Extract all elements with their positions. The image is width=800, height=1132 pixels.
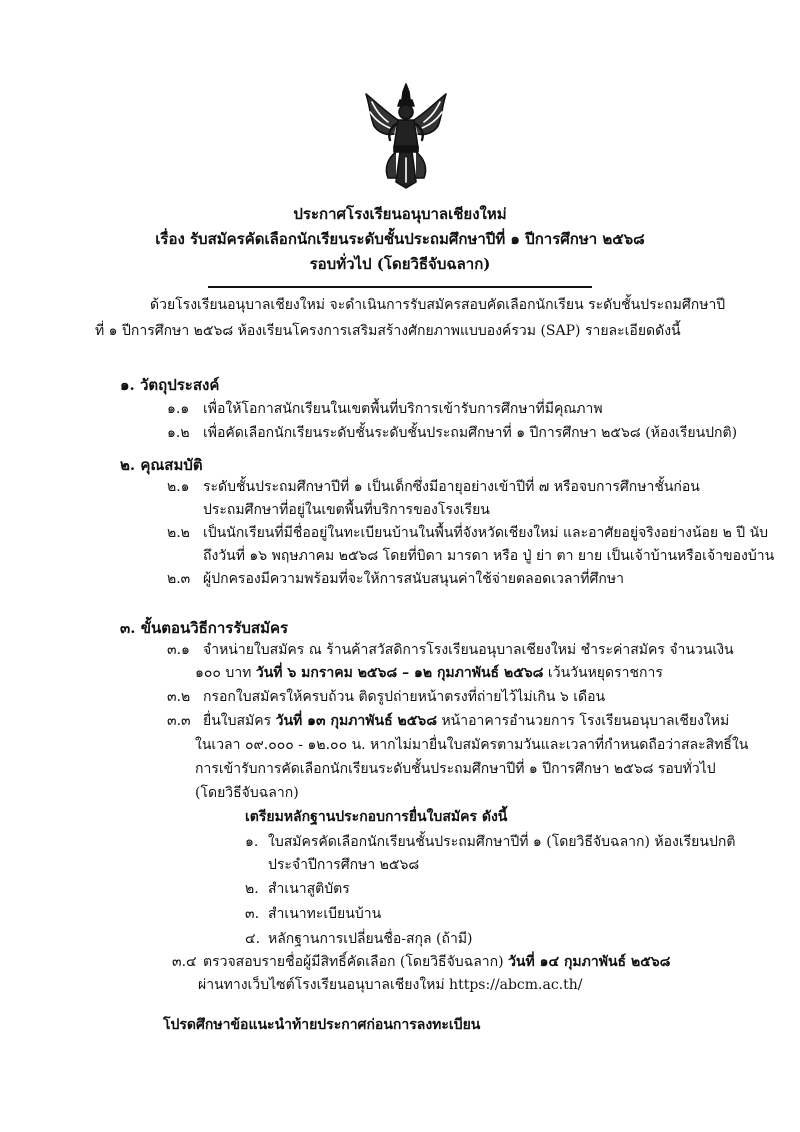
school-website-text[interactable]: ผ่านทางเว็บไซต์โรงเรียนอนุบาลเชียงใหม่ https://abcm.ac.th/ <box>198 977 583 993</box>
section-3-item-3-line-1 <box>203 712 729 730</box>
section-2-item-2-line-2: ถึงวันที่ ๑๖ พฤษภาคม ๒๕๖๘ โดยที่บิดา มารดา หรือ ปู่ ย่า ตา ยาย เป็นเจ้าบ้านหรือเจ้าของบ้าน <box>203 548 775 564</box>
section-3-item-1-line-2 <box>195 664 663 682</box>
document-4-text: หลักฐานการเปลี่ยนชื่อ-สกุล (ถ้ามี) <box>268 931 473 947</box>
section-2-item-3-text: ผู้ปกครองมีความพร้อมที่จะให้การสนับสนุนค่าใช้จ่ายตลอดเวลาที่ศึกษา <box>203 571 624 587</box>
intro-line-1: ด้วยโรงเรียนอนุบาลเชียงใหม่ จะดำเนินการรับสมัครสอบคัดเลือกนักเรียน ระดับชั้นประถมศึกษาปี <box>150 297 726 313</box>
section-3-item-1-line-1: จำหน่ายใบสมัคร ณ ร้านค้าสวัสดิการโรงเรียนอนุบาลเชียงใหม่ ชำระค่าสมัคร จำนวนเงิน <box>203 642 734 658</box>
section-1-item-1-text: เพื่อให้โอกาสนักเรียนในเขตพื้นที่บริการเข้ารับการศึกษาที่มีคุณภาพ <box>203 401 603 417</box>
submit-label: ยื่นใบสมัคร <box>203 713 276 729</box>
document-2-num: ๒. <box>245 881 259 897</box>
section-2-item-1-num: ๒.๑ <box>167 479 190 495</box>
section-2-heading: ๒. คุณสมบัติ <box>120 456 203 474</box>
document-4-num: ๔. <box>245 931 261 947</box>
documents-heading: เตรียมหลักฐานประกอบการยื่นใบสมัคร ดังนี้ <box>245 809 508 825</box>
section-2-item-3-num: ๒.๓ <box>167 571 191 587</box>
section-3-item-3-line-2: ในเวลา ๐๙.๐๐๐ - ๑๒.๐๐ น. หากไม่มายื่นใบสมัครตามวันและเวลาที่กำหนดถือว่าสละสิทธิ์ใน <box>195 737 749 753</box>
announcement-subject: เรื่อง รับสมัครคัดเลือกนักเรียนระดับชั้นประถมศึกษาปีที่ ๑ ปีการศึกษา ๒๕๖๘ <box>155 230 645 248</box>
section-2-item-2-num: ๒.๒ <box>167 525 190 541</box>
document-1-line-2: ประจำปีการศึกษา ๒๕๖๘ <box>268 857 420 873</box>
results-date: วันที่ ๑๔ กุมภาพันธ์ ๒๕๖๘ <box>508 954 671 970</box>
section-1-item-1-num: ๑.๑ <box>167 401 190 417</box>
section-3-item-1-num: ๓.๑ <box>167 642 190 658</box>
document-2-text: สำเนาสูติบัตร <box>268 881 350 897</box>
section-3-item-3-num: ๓.๓ <box>167 713 191 729</box>
document-3-text: สำเนาทะเบียนบ้าน <box>268 906 382 922</box>
document-3-num: ๓. <box>245 906 260 922</box>
submit-date: วันที่ ๑๓ กุมภาพันธ์ ๒๕๖๘ <box>275 713 437 729</box>
section-1-item-2-text: เพื่อคัดเลือกนักเรียนระดับชั้นระดับชั้นประถมศึกษาที่ ๑ ปีการศึกษา ๒๕๖๘ (ห้องเรียนปกติ) <box>203 425 738 441</box>
intro-line-2: ที่ ๑ ปีการศึกษา ๒๕๖๘ ห้องเรียนโครงการเสริมสร้างศักยภาพแบบองค์รวม (SAP) รายละเอียดดังนี้ <box>95 323 681 339</box>
fee-text: ๑๐๐ บาท <box>195 665 256 681</box>
document-1-num: ๑. <box>245 834 259 850</box>
section-2-item-1-line-1: ระดับชั้นประถมศึกษาปีที่ ๑ เป็นเด็กซึ่งมีอายุอย่างเข้าปีที่ ๗ หรือจบการศึกษาชั้นก่อน <box>203 479 700 495</box>
section-3-heading: ๓. ขั้นตอนวิธีการรับสมัคร <box>120 619 289 637</box>
document-1-line-1: ใบสมัครคัดเลือกนักเรียนชั้นประถมศึกษาปีที่ ๑ (โดยวิธีจับฉลาก) ห้องเรียนปกติ <box>268 834 736 850</box>
submit-location: หน้าอาคารอำนวยการ โรงเรียนอนุบาลเชียงใหม่ <box>437 713 730 729</box>
section-1-item-2-num: ๑.๒ <box>167 425 190 441</box>
section-3-item-2-num: ๓.๒ <box>167 689 191 705</box>
sale-period: วันที่ ๖ มกราคม ๒๕๖๘ – ๑๒ กุมภาพันธ์ ๒๕๖๘ <box>255 665 544 681</box>
section-2-item-1-line-2: ประถมศึกษาที่อยู่ในเขตพื้นที่บริการของโรงเรียน <box>203 502 490 518</box>
announcement-title: ประกาศโรงเรียนอนุบาลเชียงใหม่ <box>293 205 507 223</box>
section-1-heading: ๑. วัตถุประสงค์ <box>120 376 220 394</box>
footer-note: โปรดศึกษาข้อแนะนำท้ายประกาศก่อนการลงทะเบียน <box>163 1017 481 1033</box>
section-3-item-3-line-4: (โดยวิธีจับฉลาก) <box>195 785 299 801</box>
section-3-item-4-num: ๓.๔ <box>172 954 197 970</box>
check-results-label: ตรวจสอบรายชื่อผู้มีสิทธิ์คัดเลือก (โดยวิธีจับฉลาก) <box>203 954 509 970</box>
section-3-item-4-line-1 <box>203 953 670 971</box>
garuda-emblem-icon <box>360 82 452 190</box>
announcement-round: รอบทั่วไป (โดยวิธีจับฉลาก) <box>309 255 491 273</box>
section-3-item-3-line-3: การเข้ารับการคัดเลือกนักเรียนระดับชั้นประถมศึกษาปีที่ ๑ ปีการศึกษา ๒๕๖๘ รอบทั่วไป <box>195 761 716 777</box>
header-divider <box>208 286 592 288</box>
holiday-note: เว้นวันหยุดราชการ <box>543 665 663 681</box>
section-2-item-2-line-1: เป็นนักเรียนที่มีชื่ออยู่ในทะเบียนบ้านในพื้นที่จังหวัดเชียงใหม่ และอาศัยอยู่จริงอย่างน้อย ๒ ปี นับ <box>203 525 769 541</box>
section-3-item-2-text: กรอกใบสมัครให้ครบถ้วน ติดรูปถ่ายหน้าตรงที่ถ่ายไว้ไม่เกิน ๖ เดือน <box>203 689 606 705</box>
